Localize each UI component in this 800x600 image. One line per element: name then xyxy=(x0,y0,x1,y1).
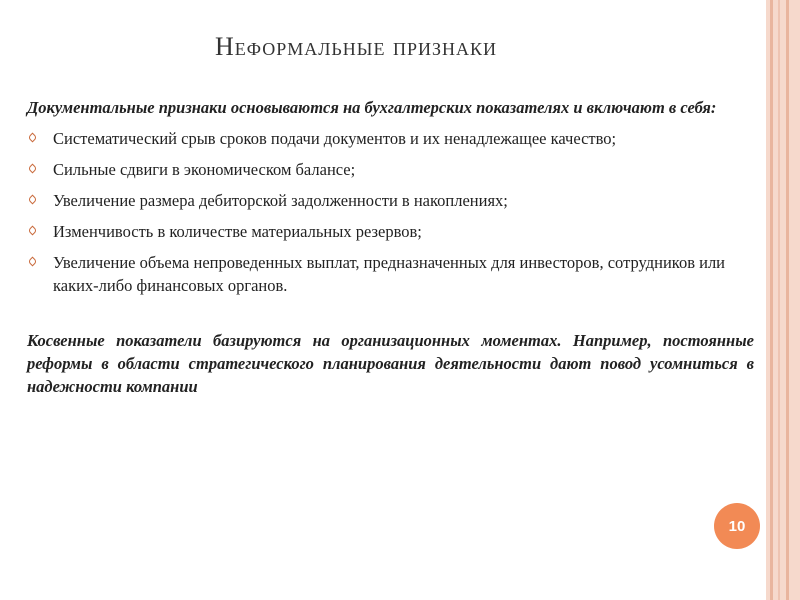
leaf-bullet-icon xyxy=(28,195,38,205)
list-item-text: Сильные сдвиги в экономическом балансе; xyxy=(53,160,356,179)
leaf-bullet-icon xyxy=(28,164,38,174)
list-item xyxy=(27,127,754,150)
band-stripe xyxy=(778,0,780,600)
list-item-text: Изменчивость в количестве материальных резервов; xyxy=(53,222,422,241)
decorative-side-band xyxy=(766,0,800,600)
list-item-text: Систематический срыв сроков подачи документов и их ненадлежащее качество; xyxy=(53,129,617,148)
page-number: 10 xyxy=(728,517,746,535)
leaf-bullet-icon xyxy=(28,226,38,236)
page-number-badge xyxy=(714,503,760,549)
list-item xyxy=(27,220,754,243)
band-stripe xyxy=(770,0,773,600)
intro-paragraph: Документальные признаки основываются на бухгалтерских показателях и включают в себя: xyxy=(27,98,717,117)
slide-content xyxy=(27,96,754,398)
page-title: Неформальные признаки xyxy=(215,32,497,61)
list-item xyxy=(27,158,754,181)
list-item xyxy=(27,189,754,212)
list-item-text: Увеличение объема непроведенных выплат, предназначенных для инвесторов, сотрудников или каких-либо финансовых органов. xyxy=(53,253,726,295)
closing-paragraph: Косвенные показатели базируются на организационных моментах. Например, постоянные реформы в области стратегического планирования деятельности дают повод усомниться в надежности компании xyxy=(27,331,754,396)
bullet-list xyxy=(27,127,754,297)
list-item xyxy=(27,251,754,297)
leaf-bullet-icon xyxy=(28,257,38,267)
band-stripe xyxy=(786,0,789,600)
leaf-bullet-icon xyxy=(28,133,38,143)
list-item-text: Увеличение размера дебиторской задолженности в накоплениях; xyxy=(53,191,508,210)
